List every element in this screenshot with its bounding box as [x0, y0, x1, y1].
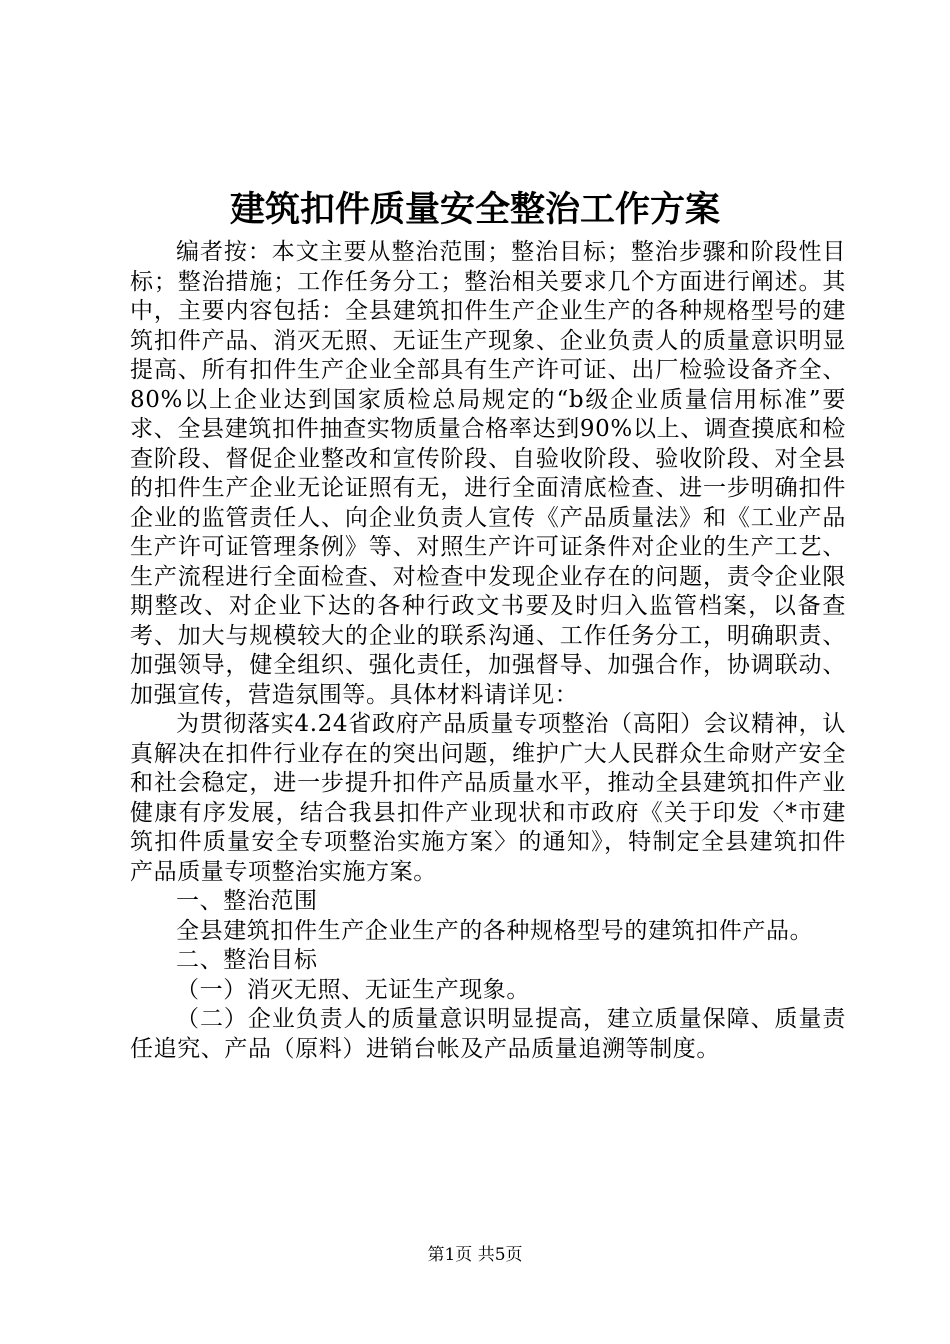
goal-item-1: （一）消灭无照、无证生产现象。	[176, 976, 530, 1003]
editor-note-paragraph: 编者按：本文主要从整治范围；整治目标；整治步骤和阶段性目标；整治措施；工作任务分工；整治相关要求几个方面进行阐述。其中，主要内容包括：全县建筑扣件生产企业生产的各种规格型号的建筑扣件产品、消灭无照、无证生产现象、企业负责人的质量意识明显提高、所有扣件生产企业全部具有生产许可证、出厂检验设备齐全、80%以上企业达到国家质检总局规定的“b级企业质量信用标准”要求、全县建筑扣件抽查实物质量合格率达到90%以上、调查摸底和检查阶段、督促企业整改和宣传阶段、自验收阶段、验收阶段、对全县的扣件生产企业无论证照有无，进行全面清底检查、进一步明确扣件企业的监管责任人、向企业负责人宣传《产品质量法》和《工业产品生产许可证管理条例》等、对照生产许可证条件对企业的生产工艺、生产流程进行全面检查、对检查中发现企业存在的问题，责令企业限期整改、对企业下达的各种行政文书要及时归入监管档案，以备查考、加大与规模较大的企业的联系沟通、工作任务分工，明确职责、加强领导，健全组织、强化责任，加强督导、加强合作，协调联动、加强宣传，营造氛围等。具体材料请详见：	[130, 239, 846, 708]
document-title: 建筑扣件质量安全整治工作方案	[229, 189, 720, 230]
section-heading-goals: 二、整治目标	[176, 947, 318, 973]
goal-item-2: （二）企业负责人的质量意识明显提高，建立质量保障、质量责任追究、产品（原料）进销台帐及产品质量追溯等制度。	[130, 1006, 846, 1062]
scope-paragraph: 全县建筑扣件生产企业生产的各种规格型号的建筑扣件产品。	[176, 917, 814, 944]
section-heading-scope: 一、整治范围	[176, 888, 318, 914]
page-number-footer: 第1页 共5页	[427, 1245, 523, 1265]
preface-paragraph: 为贯彻落实4.24省政府产品质量专项整治（高阳）会议精神，认真解决在扣件行业存在的突出问题，维护广大人民群众生命财产安全和社会稳定，进一步提升扣件产品质量水平，推动全县建筑扣件产业健康有序发展，结合我县扣件产业现状和市政府《关于印发〈*市建筑扣件质量安全专项整治实施方案〉的通知》，特制定全县建筑扣件产品质量专项整治实施方案。	[130, 711, 846, 885]
document-body	[130, 238, 846, 1064]
